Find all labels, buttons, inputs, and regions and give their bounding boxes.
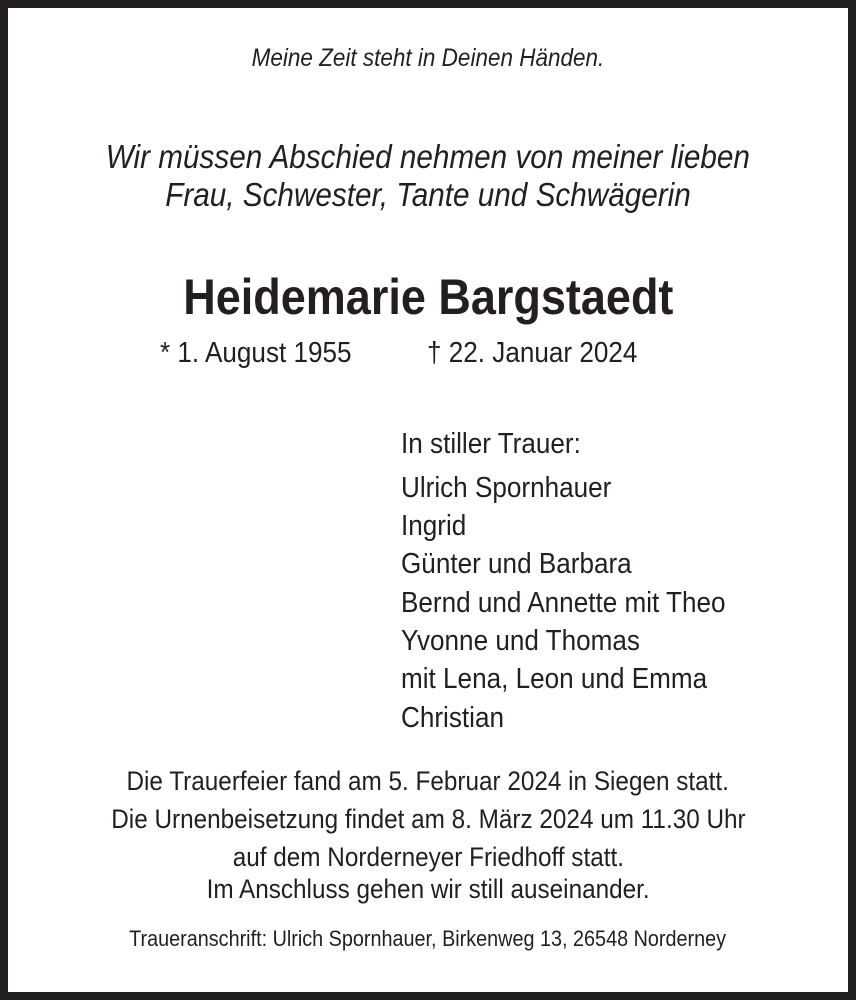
motto: Meine Zeit steht in Deinen Händen.	[251, 44, 605, 72]
birth-date: * 1. August 1955	[160, 337, 352, 369]
notice-line: Die Urnenbeisetzung findet am 8. März 2024 um 11.30 Uhr	[110, 804, 746, 834]
intro-line: Frau, Schwester, Tante und Schwägerin	[165, 176, 691, 213]
mourner: mit Lena, Leon und Emma	[401, 663, 708, 695]
obituary-notice	[8, 8, 848, 992]
mourning-address: Traueranschrift: Ulrich Spornhauer, Birkenweg 13, 26548 Norderney	[129, 926, 727, 951]
mourner: Christian	[401, 702, 504, 734]
notice-line: Die Trauerfeier fand am 5. Februar 2024 in Siegen statt.	[126, 766, 730, 796]
mourners-heading: In stiller Trauer:	[401, 428, 581, 460]
notice-line: Im Anschluss gehen wir still auseinander.	[206, 874, 650, 904]
mourner: Bernd und Annette mit Theo	[401, 587, 726, 619]
notice-line: auf dem Norderneyer Friedhoff statt.	[232, 842, 624, 872]
death-date: † 22. Januar 2024	[427, 337, 638, 369]
mourner: Günter und Barbara	[401, 548, 632, 580]
mourner: Yvonne und Thomas	[401, 625, 640, 657]
mourner: Ingrid	[401, 510, 467, 542]
mourner: Ulrich Spornhauer	[401, 472, 612, 504]
intro-line: Wir müssen Abschied nehmen von meiner lieben	[105, 138, 751, 175]
deceased-name: Heidemarie Bargstaedt	[182, 269, 674, 325]
